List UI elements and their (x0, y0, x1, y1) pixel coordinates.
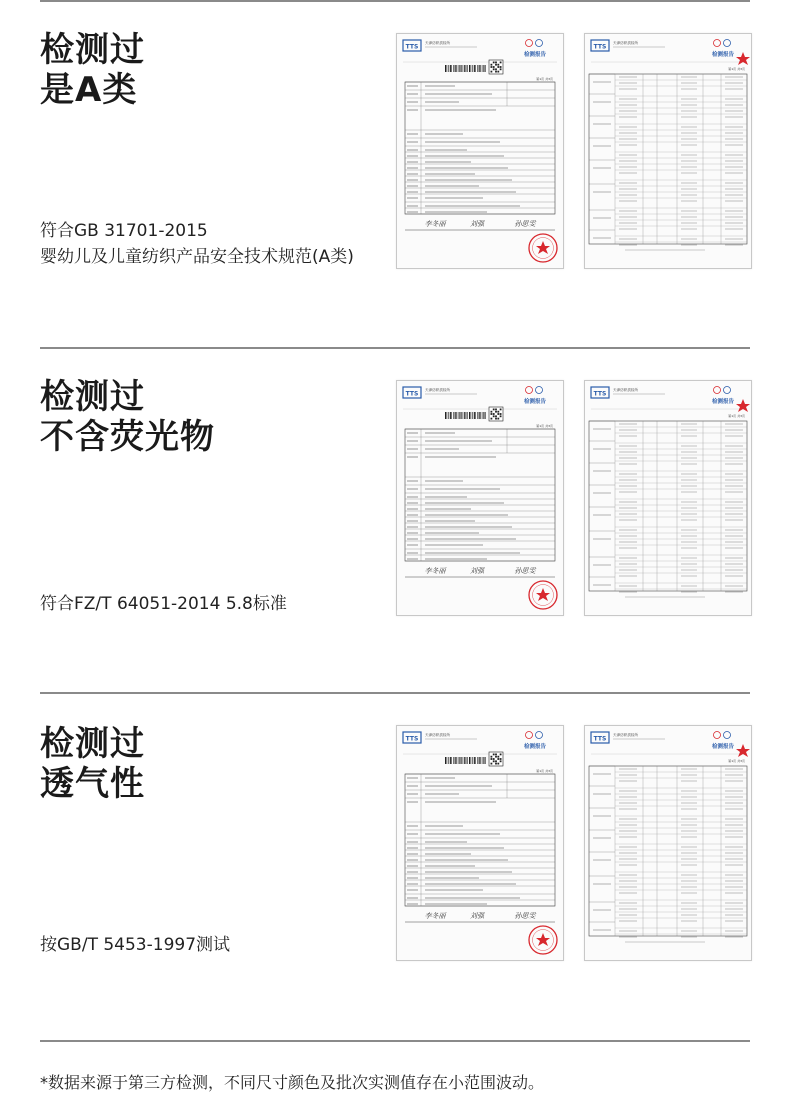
section-class-a (0, 0, 790, 347)
section-heading (40, 377, 215, 457)
page-number: 第1页 共3页 (536, 424, 553, 428)
official-stamp-icon (529, 926, 557, 954)
test-results-table (589, 74, 747, 245)
cma-mark-icon (526, 387, 533, 394)
official-stamp-icon (529, 581, 557, 609)
report-title: 检测报告 (711, 399, 735, 405)
official-stamp-icon (529, 234, 557, 262)
section-heading (40, 30, 145, 110)
signature: 孙思雯 (514, 567, 536, 575)
test-report-page-1 (396, 725, 564, 961)
test-report-page-2 (584, 33, 752, 269)
test-results-table (589, 421, 747, 592)
report-title: 检测报告 (523, 52, 547, 58)
tts-logo-text: TTS (405, 390, 419, 398)
signature: 刘强 (470, 912, 484, 920)
test-results-table (589, 766, 747, 937)
heading-line-1: 检测过 (40, 30, 145, 70)
cnas-mark-icon (536, 387, 543, 394)
standard-text (40, 932, 230, 958)
data-source-footnote: *数据来源于第三方检测，不同尺寸颜色及批次实测值存在小范围波动。 (40, 1073, 545, 1092)
heading-line-2: 透气性 (40, 764, 145, 804)
standard-text (40, 218, 354, 270)
report-form-table (405, 774, 555, 906)
signature-row (425, 912, 537, 920)
report-form-table (405, 82, 555, 214)
cnas-mark-icon (724, 40, 731, 47)
standard-line-1: 按GB/T 5453-1997测试 (40, 935, 231, 955)
section-heading (40, 724, 145, 804)
divider-3 (40, 1040, 750, 1042)
signature: 李冬丽 (424, 567, 446, 575)
tts-logo-text: TTS (405, 43, 419, 51)
heading-line-1: 检测过 (40, 724, 145, 764)
official-stamp-icon (736, 744, 750, 757)
heading-line-2: 是A类 (40, 70, 138, 110)
qr-code-icon (489, 60, 503, 74)
cma-mark-icon (714, 387, 721, 394)
report-title: 检测报告 (523, 744, 547, 750)
signature: 刘强 (470, 220, 484, 228)
qr-code-icon (489, 752, 503, 766)
institute-name: 天津纺织质检所 (613, 733, 639, 737)
page-number: 第1页 共3页 (728, 67, 745, 71)
cnas-mark-icon (536, 732, 543, 739)
report-title: 检测报告 (523, 399, 547, 405)
institute-name: 天津纺织质检所 (613, 388, 639, 392)
cma-mark-icon (714, 732, 721, 739)
signature: 刘强 (470, 567, 484, 575)
barcode-icon (445, 757, 486, 764)
tts-logo-text: TTS (593, 735, 607, 743)
report-title: 检测报告 (711, 744, 735, 750)
page-number: 第1页 共3页 (536, 77, 553, 81)
cnas-mark-icon (536, 40, 543, 47)
page-number: 第1页 共3页 (728, 759, 745, 763)
signature: 孙思雯 (514, 912, 536, 920)
standard-line-2: 婴幼儿及儿童纺织产品安全技术规范(A类) (40, 247, 354, 267)
section-no-fluorescent (0, 347, 790, 692)
barcode-icon (445, 65, 486, 72)
institute-name: 天津纺织质检所 (425, 388, 451, 392)
cnas-mark-icon (724, 387, 731, 394)
cnas-mark-icon (724, 732, 731, 739)
report-title: 检测报告 (711, 52, 735, 58)
page-number: 第1页 共3页 (536, 769, 553, 773)
institute-name: 天津纺织质检所 (425, 733, 451, 737)
tts-logo-text: TTS (405, 735, 419, 743)
tts-logo-text: TTS (593, 390, 607, 398)
report-form-table (405, 429, 555, 561)
test-report-page-1 (396, 33, 564, 269)
qr-code-icon (489, 407, 503, 421)
signature: 李冬丽 (424, 220, 446, 228)
page-number: 第1页 共3页 (728, 414, 745, 418)
test-report-page-2 (584, 725, 752, 961)
standard-text (40, 591, 287, 617)
test-report-page-1 (396, 380, 564, 616)
signature: 孙思雯 (514, 220, 536, 228)
signature-row (425, 567, 537, 575)
tts-logo-text: TTS (593, 43, 607, 51)
heading-line-2: 不含荧光物 (40, 417, 215, 457)
standard-line-1: 符合GB 31701-2015 (40, 221, 208, 241)
signature: 李冬丽 (424, 912, 446, 920)
section-breathability (0, 692, 790, 1040)
standard-line-1: 符合FZ/T 64051-2014 5.8标准 (40, 594, 287, 614)
cma-mark-icon (526, 732, 533, 739)
official-stamp-icon (736, 399, 750, 412)
test-report-page-2 (584, 380, 752, 616)
institute-name: 天津纺织质检所 (425, 41, 451, 45)
barcode-icon (445, 412, 486, 419)
official-stamp-icon (736, 52, 750, 65)
cma-mark-icon (526, 40, 533, 47)
cma-mark-icon (714, 40, 721, 47)
institute-name: 天津纺织质检所 (613, 41, 639, 45)
heading-line-1: 检测过 (40, 377, 145, 417)
signature-row (425, 220, 537, 228)
